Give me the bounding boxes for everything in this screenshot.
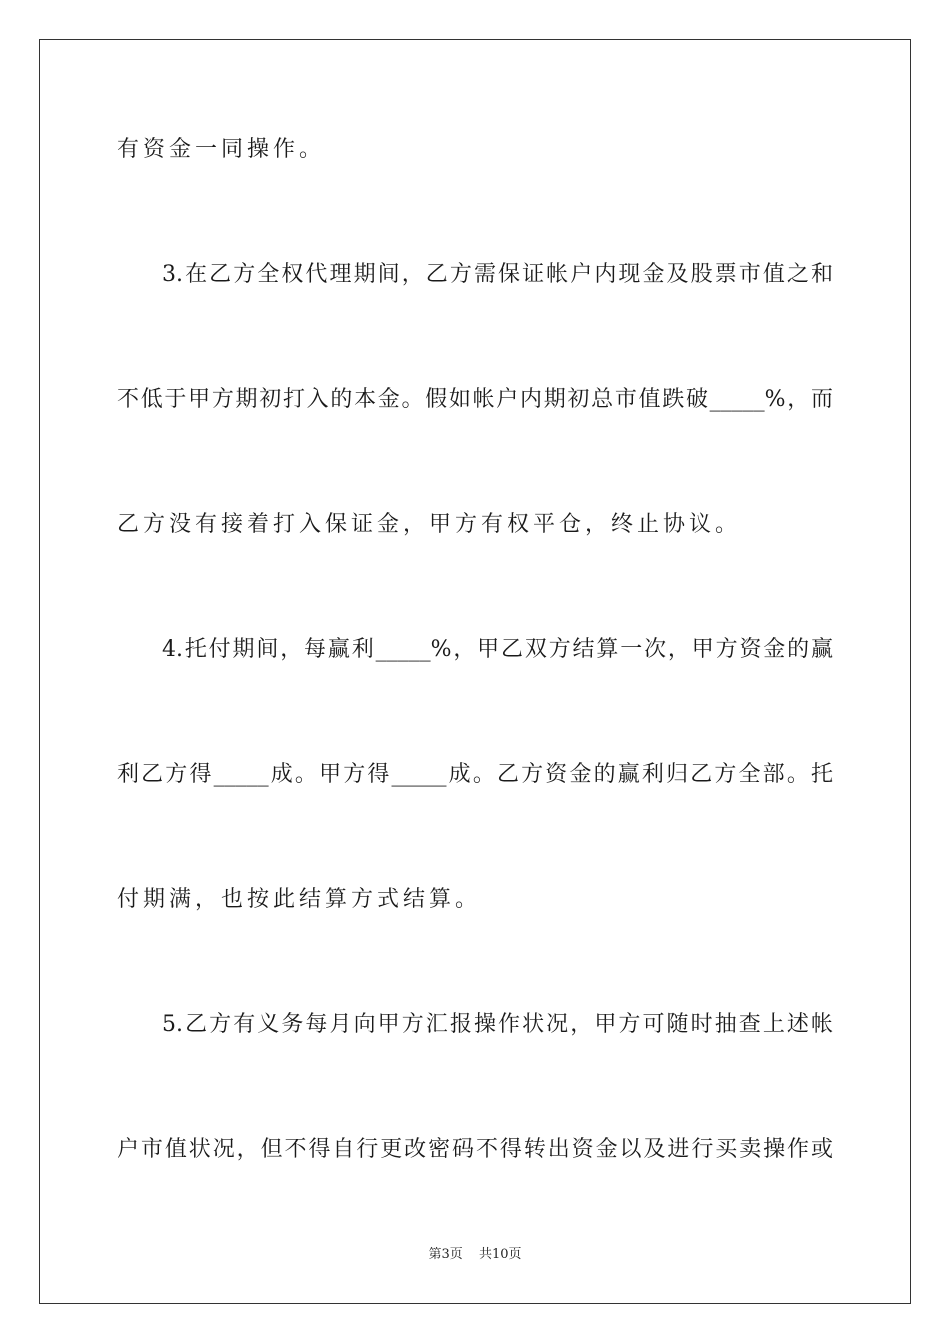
paragraph-line: 户市值状况，但不得自行更改密码不得转出资金以及进行买卖操作或	[117, 1137, 833, 1162]
paragraph-line: 3.在乙方全权代理期间，乙方需保证帐户内现金及股票市值之和	[162, 262, 833, 287]
page-footer	[0, 1246, 950, 1264]
paragraph-line: 利乙方得_____成。甲方得_____成。乙方资金的赢利归乙方全部。托	[117, 762, 833, 787]
paragraph-line: 乙方没有接着打入保证金，甲方有权平仓，终止协议。	[117, 512, 742, 537]
page-border	[39, 39, 911, 1304]
paragraph-line: 不低于甲方期初打入的本金。假如帐户内期初总市值跌破_____%，而	[117, 387, 833, 412]
paragraph-line: 付期满，也按此结算方式结算。	[117, 887, 482, 912]
paragraph-line: 4.托付期间，每赢利_____%，甲乙双方结算一次，甲方资金的赢	[162, 637, 833, 662]
page-total: 共10页	[478, 1247, 522, 1262]
paragraph-line: 有资金一同操作。	[117, 137, 326, 162]
page-number: 第3页	[428, 1247, 463, 1262]
paragraph-line: 5.乙方有义务每月向甲方汇报操作状况，甲方可随时抽查上述帐	[162, 1012, 833, 1037]
